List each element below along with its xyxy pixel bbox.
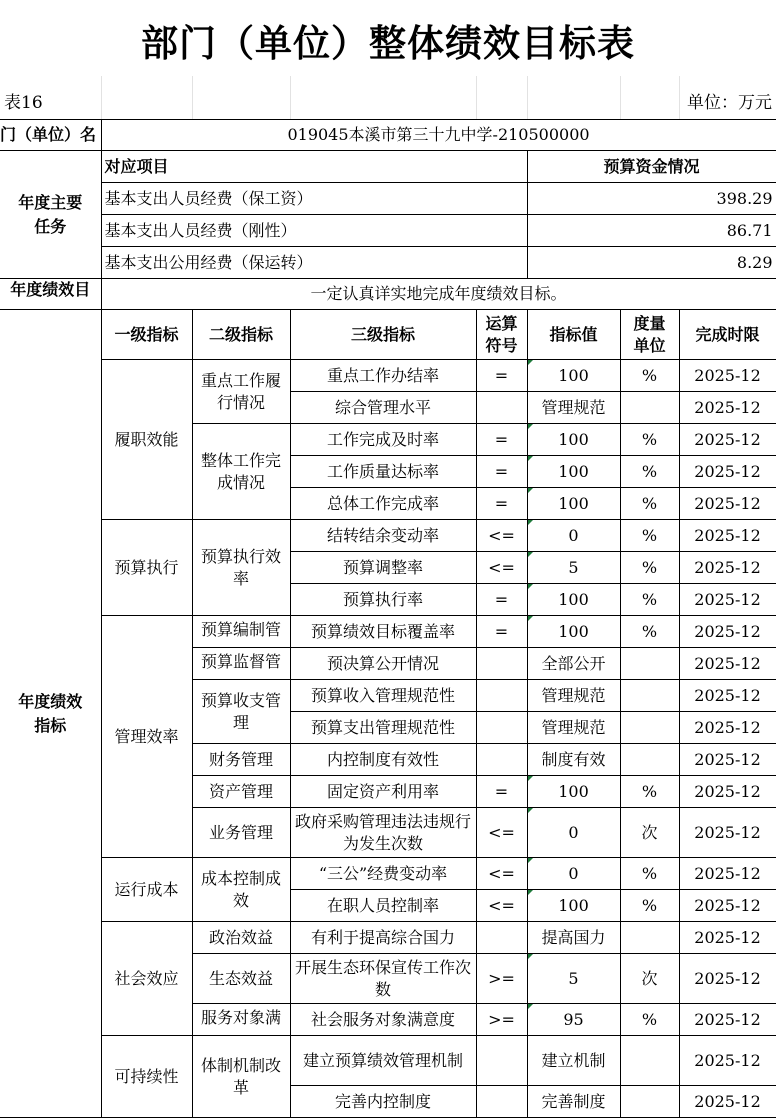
l3-cell: 固定资产利用率 <box>290 776 476 808</box>
deadline-cell: 2025-12 <box>679 616 776 648</box>
unit-cell <box>620 1036 679 1086</box>
value-cell: 完善制度 <box>527 1086 620 1118</box>
value-cell: 0 <box>527 858 620 890</box>
l2-cell: 体制机制改革 <box>192 1036 290 1118</box>
value-cell: 100 <box>527 616 620 648</box>
operator-cell: = <box>476 616 527 648</box>
header-l3: 三级指标 <box>290 310 476 360</box>
operator-cell <box>476 1036 527 1086</box>
value-cell: 制度有效 <box>527 744 620 776</box>
table-number: 表16 <box>4 93 43 113</box>
unit-cell <box>620 1086 679 1118</box>
task-name: 基本支出公用经费（保运转） <box>101 247 527 279</box>
operator-cell: = <box>476 360 527 392</box>
unit-cell: % <box>620 488 679 520</box>
task-amount: 8.29 <box>527 247 776 279</box>
annual-goal-label: 年度绩效目 <box>10 280 91 299</box>
l3-cell: 预算调整率 <box>290 552 476 584</box>
l3-cell: “三公”经费变动率 <box>290 858 476 890</box>
indicator-row <box>0 858 776 890</box>
dept-label: 门（单位）名 <box>0 125 97 144</box>
unit-cell: % <box>620 1004 679 1036</box>
deadline-cell: 2025-12 <box>679 552 776 584</box>
gridline <box>679 76 680 119</box>
deadline-cell: 2025-12 <box>679 1036 776 1086</box>
deadline-cell: 2025-12 <box>679 890 776 922</box>
value-cell: 100 <box>527 890 620 922</box>
l2-cell: 预算收支管理 <box>192 680 290 744</box>
l1-cell: 可持续性 <box>101 1036 192 1118</box>
l3-cell: 重点工作办结率 <box>290 360 476 392</box>
l2-cell: 成本控制成效 <box>192 858 290 922</box>
gridline <box>620 76 621 119</box>
unit-cell: % <box>620 424 679 456</box>
l2-cell: 财务管理 <box>192 744 290 776</box>
operator-cell: = <box>476 584 527 616</box>
unit-label: 单位：万元 <box>687 93 772 113</box>
deadline-cell: 2025-12 <box>679 922 776 954</box>
operator-cell <box>476 392 527 424</box>
deadline-cell: 2025-12 <box>679 808 776 858</box>
unit-cell <box>620 648 679 680</box>
operator-cell <box>476 744 527 776</box>
unit-cell: % <box>620 776 679 808</box>
value-cell: 100 <box>527 360 620 392</box>
operator-cell <box>476 648 527 680</box>
indicator-row <box>0 616 776 648</box>
l3-cell: 在职人员控制率 <box>290 890 476 922</box>
unit-cell <box>620 392 679 424</box>
operator-cell <box>476 680 527 712</box>
header-l2: 二级指标 <box>192 310 290 360</box>
unit-cell: % <box>620 858 679 890</box>
l3-cell: 预算绩效目标覆盖率 <box>290 616 476 648</box>
unit-cell: % <box>620 890 679 922</box>
l2-cell: 预算监督管 <box>200 652 281 671</box>
task-name: 基本支出人员经费（保工资） <box>101 183 527 215</box>
deadline-cell: 2025-12 <box>679 954 776 1004</box>
operator-cell <box>476 1086 527 1118</box>
unit-cell: 次 <box>620 954 679 1004</box>
l3-cell: 内控制度有效性 <box>290 744 476 776</box>
header-operator: 运算符号 <box>476 310 527 360</box>
meta-row <box>0 80 776 117</box>
deadline-cell: 2025-12 <box>679 712 776 744</box>
gridline <box>101 76 102 119</box>
operator-cell <box>476 922 527 954</box>
deadline-cell: 2025-12 <box>679 424 776 456</box>
l2-cell: 预算执行效率 <box>192 520 290 616</box>
operator-cell: <= <box>476 808 527 858</box>
l1-cell: 预算执行 <box>101 520 192 616</box>
task-amount: 86.71 <box>527 215 776 247</box>
value-cell: 管理规范 <box>527 712 620 744</box>
l1-cell: 运行成本 <box>101 858 192 922</box>
gridline <box>476 76 477 119</box>
deadline-cell: 2025-12 <box>679 1004 776 1036</box>
indicator-header-row <box>0 310 776 360</box>
indicator-row <box>0 520 776 552</box>
deadline-cell: 2025-12 <box>679 648 776 680</box>
value-cell: 0 <box>527 520 620 552</box>
task-name: 基本支出人员经费（刚性） <box>101 215 527 247</box>
indicator-row <box>0 1036 776 1086</box>
header-l1: 一级指标 <box>101 310 192 360</box>
deadline-cell: 2025-12 <box>679 584 776 616</box>
value-cell: 100 <box>527 456 620 488</box>
value-cell: 全部公开 <box>527 648 620 680</box>
indicator-row <box>0 922 776 954</box>
deadline-cell: 2025-12 <box>679 360 776 392</box>
l3-cell: 建立预算绩效管理机制 <box>290 1036 476 1086</box>
gridline <box>192 76 193 119</box>
l2-cell: 政治效益 <box>192 922 290 954</box>
operator-cell: = <box>476 456 527 488</box>
indicators-label: 年度绩效指标 <box>0 310 101 1118</box>
deadline-cell: 2025-12 <box>679 1086 776 1118</box>
task-amount: 398.29 <box>527 183 776 215</box>
l3-cell: 结转结余变动率 <box>290 520 476 552</box>
value-cell: 5 <box>527 954 620 1004</box>
operator-cell: = <box>476 488 527 520</box>
value-cell: 管理规范 <box>527 392 620 424</box>
deadline-cell: 2025-12 <box>679 776 776 808</box>
operator-cell: >= <box>476 954 527 1004</box>
col-budget-header: 预算资金情况 <box>527 151 776 183</box>
l3-cell: 工作质量达标率 <box>290 456 476 488</box>
operator-cell: <= <box>476 552 527 584</box>
value-cell: 100 <box>527 424 620 456</box>
l2-cell: 重点工作履行情况 <box>192 360 290 424</box>
l2-cell: 整体工作完成情况 <box>192 424 290 520</box>
deadline-cell: 2025-12 <box>679 520 776 552</box>
l2-cell: 资产管理 <box>192 776 290 808</box>
l2-cell: 业务管理 <box>192 808 290 858</box>
main-tasks-label: 年度主要任务 <box>0 151 101 279</box>
l3-cell: 预算支出管理规范性 <box>290 712 476 744</box>
unit-cell <box>620 744 679 776</box>
deadline-cell: 2025-12 <box>679 392 776 424</box>
operator-cell: <= <box>476 520 527 552</box>
l3-cell: 开展生态环保宣传工作次数 <box>290 954 476 1004</box>
l3-cell: 有利于提高综合国力 <box>290 922 476 954</box>
l2-cell: 预算编制管 <box>200 620 281 639</box>
operator-cell: <= <box>476 890 527 922</box>
deadline-cell: 2025-12 <box>679 744 776 776</box>
operator-cell <box>476 712 527 744</box>
unit-cell: % <box>620 360 679 392</box>
unit-cell: % <box>620 520 679 552</box>
l3-cell: 完善内控制度 <box>290 1086 476 1118</box>
task-row <box>0 247 776 279</box>
l3-cell: 预决算公开情况 <box>290 648 476 680</box>
l2-cell: 生态效益 <box>192 954 290 1004</box>
value-cell: 5 <box>527 552 620 584</box>
value-cell: 95 <box>527 1004 620 1036</box>
value-cell: 提高国力 <box>527 922 620 954</box>
value-cell: 管理规范 <box>527 680 620 712</box>
l1-cell: 履职效能 <box>101 360 192 520</box>
task-row <box>0 183 776 215</box>
l3-cell: 综合管理水平 <box>290 392 476 424</box>
unit-cell: % <box>620 456 679 488</box>
indicator-row <box>0 360 776 392</box>
unit-cell: 次 <box>620 808 679 858</box>
l3-cell: 政府采购管理违法违规行为发生次数 <box>290 808 476 858</box>
annual-goal-row <box>0 279 776 310</box>
l3-cell: 总体工作完成率 <box>290 488 476 520</box>
operator-cell: = <box>476 424 527 456</box>
l3-cell: 社会服务对象满意度 <box>290 1004 476 1036</box>
l1-cell: 管理效率 <box>101 616 192 858</box>
value-cell: 0 <box>527 808 620 858</box>
tasks-header-row <box>0 151 776 183</box>
annual-goal-text: 一定认真详实地完成年度绩效目标。 <box>101 279 776 310</box>
unit-cell <box>620 680 679 712</box>
header-unit: 度量单位 <box>620 310 679 360</box>
operator-cell: = <box>476 776 527 808</box>
l2-cell: 服务对象满 <box>200 1008 281 1027</box>
value-cell: 建立机制 <box>527 1036 620 1086</box>
value-cell: 100 <box>527 488 620 520</box>
deadline-cell: 2025-12 <box>679 858 776 890</box>
deadline-cell: 2025-12 <box>679 456 776 488</box>
deadline-cell: 2025-12 <box>679 488 776 520</box>
operator-cell: <= <box>476 858 527 890</box>
l1-cell: 社会效应 <box>101 922 192 1036</box>
task-row <box>0 215 776 247</box>
unit-cell: % <box>620 584 679 616</box>
gridline <box>290 76 291 119</box>
gridline <box>527 76 528 119</box>
dept-value: 019045本溪市第三十九中学-210500000 <box>101 120 776 151</box>
col-item-header: 对应项目 <box>101 151 527 183</box>
goal-table <box>0 119 776 1118</box>
value-cell: 100 <box>527 584 620 616</box>
header-value: 指标值 <box>527 310 620 360</box>
deadline-cell: 2025-12 <box>679 680 776 712</box>
operator-cell: >= <box>476 1004 527 1036</box>
unit-cell: % <box>620 552 679 584</box>
unit-cell <box>620 712 679 744</box>
l3-cell: 工作完成及时率 <box>290 424 476 456</box>
unit-cell <box>620 922 679 954</box>
l3-cell: 预算执行率 <box>290 584 476 616</box>
l3-cell: 预算收入管理规范性 <box>290 680 476 712</box>
dept-row <box>0 120 776 151</box>
unit-cell: % <box>620 616 679 648</box>
value-cell: 100 <box>527 776 620 808</box>
header-deadline: 完成时限 <box>679 310 776 360</box>
page-title: 部门（单位）整体绩效目标表 <box>141 22 635 65</box>
